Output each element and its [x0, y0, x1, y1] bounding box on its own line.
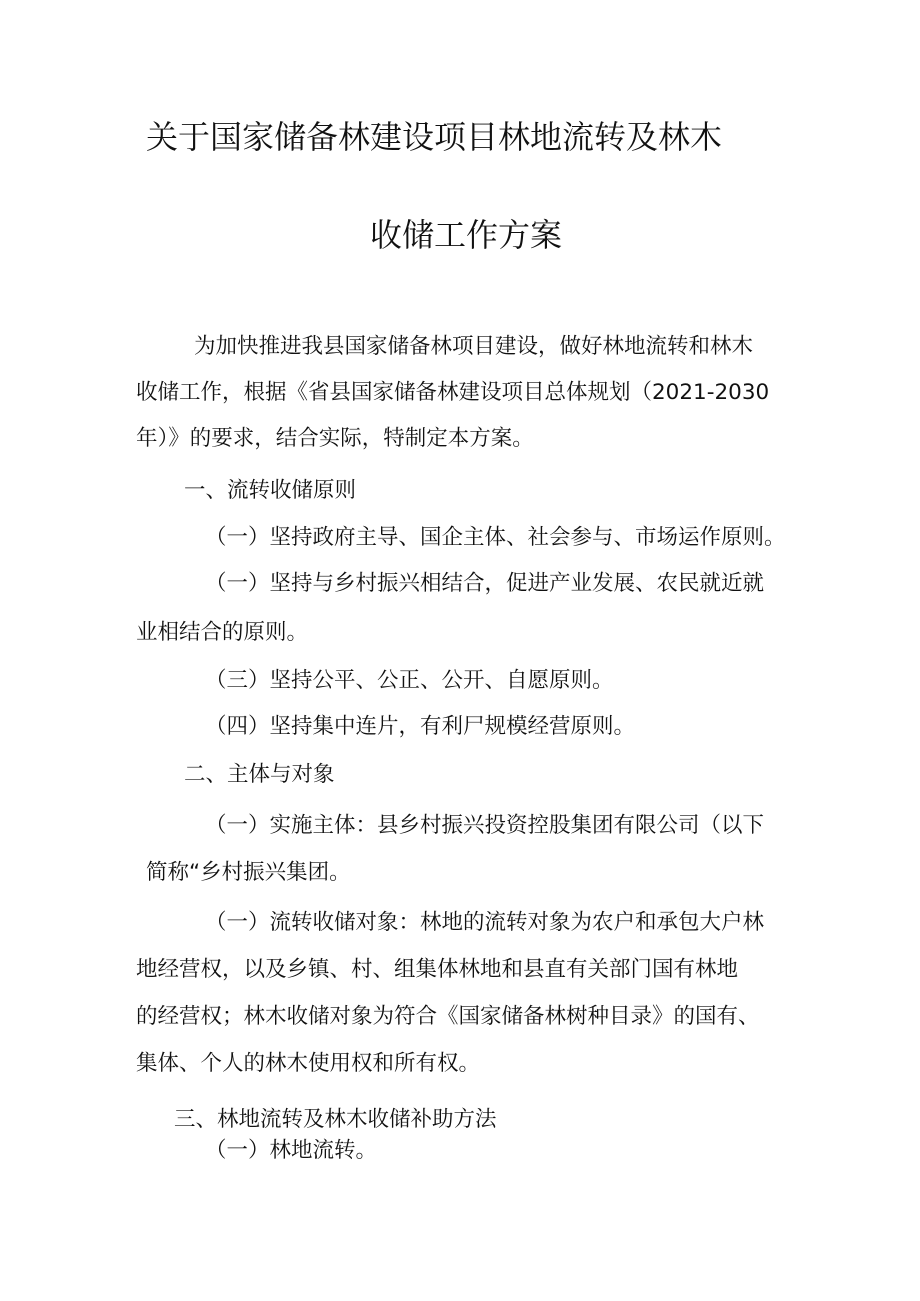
- intro-line-2: 收储工作，根据《省县国家储备林建设项目总体规划（2021-2030: [136, 380, 770, 405]
- intro-line-3: 年）》的要求，结合实际，特制定本方案。: [136, 426, 534, 451]
- section-1-item-3: （三）坚持公平、公正、公开、自愿原则。: [205, 668, 614, 693]
- section-2-item-2-line-3: 的经营权；林木收储对象为符合《国家储备林树种目录》的国有、: [136, 1004, 760, 1029]
- section-2-heading: 二、主体与对象: [184, 762, 335, 787]
- section-2-item-2-line-1: （一）流转收储对象：林地的流转对象为农户和承包大户林: [205, 910, 765, 935]
- document-title-line-2: 收储工作方案: [370, 216, 563, 254]
- section-1-item-1: （一）坚持政府主导、国企主体、社会参与、市场运作原则。: [205, 525, 786, 550]
- section-3-heading: 三、林地流转及林木收储补助方法: [174, 1107, 497, 1132]
- section-2-item-1-line-1: （一）实施主体：县乡村振兴投资控股集团有限公司（以下: [205, 813, 765, 838]
- section-1-heading: 一、流转收储原则: [184, 478, 357, 503]
- section-3-item-1: （一）林地流转。: [205, 1138, 378, 1163]
- intro-line-1: 为加快推进我县国家储备林项目建设，做好林地流转和林木: [194, 334, 754, 359]
- section-2-item-2-line-2: 地经营权，以及乡镇、村、组集体林地和县直有关部门国有林地: [136, 957, 739, 982]
- section-1-item-4: （四）坚持集中连片，有利尸规模经营原则。: [205, 714, 636, 739]
- section-2-item-1-line-2: 简称“乡村振兴集团。: [146, 860, 351, 885]
- section-1-item-2-line-1: （一）坚持与乡村振兴相结合，促进产业发展、农民就近就: [205, 571, 765, 596]
- document-title-line-1: 关于国家储备林建设项目林地流转及林木: [146, 118, 723, 156]
- section-2-item-2-line-4: 集体、个人的林木使用权和所有权。: [136, 1051, 481, 1076]
- section-1-item-2-line-2: 业相结合的原则。: [136, 620, 309, 645]
